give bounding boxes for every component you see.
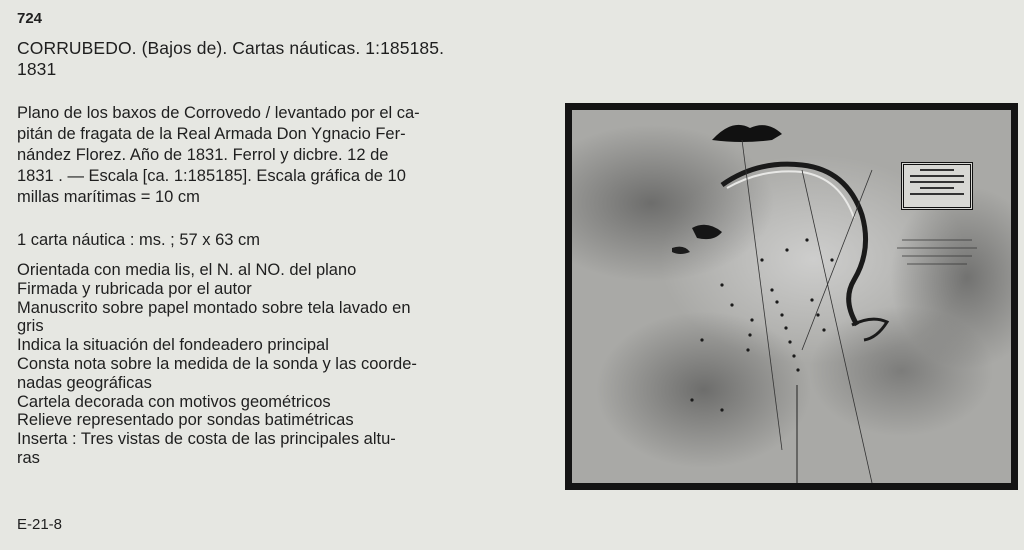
physical-description: 1 carta náutica : ms. ; 57 x 63 cm xyxy=(17,231,261,249)
islet-shape xyxy=(692,225,722,239)
description-line: 1831 . — Escala [ca. 1:185185]. Escala gráfica de 10 xyxy=(17,167,406,185)
coastline-arc xyxy=(722,164,866,325)
description-line: pitán de fragata de la Real Armada Don Ygnacio Fer- xyxy=(17,125,406,143)
islet-shape xyxy=(672,247,690,254)
note-line: nadas geográficas xyxy=(17,373,152,392)
note-line: gris xyxy=(17,317,44,336)
nautical-chart-image xyxy=(565,103,1018,490)
note-line: Cartela decorada con motivos geométricos xyxy=(17,392,331,411)
coastline-right xyxy=(852,319,887,340)
note-line: Manuscrito sobre papel montado sobre tela lavado en xyxy=(17,298,411,317)
entry-description xyxy=(17,103,507,208)
entry-heading xyxy=(17,38,537,80)
note-line: Consta nota sobre la medida de la sonda y las coorde- xyxy=(17,354,417,373)
description-line: millas marítimas = 10 cm xyxy=(17,188,200,206)
heading-year: 1831 xyxy=(17,59,57,79)
description-line: Plano de los baxos de Corrovedo / levantado por el ca- xyxy=(17,104,420,122)
shelf-signature: E-21-8 xyxy=(17,516,63,533)
map-cartouche xyxy=(901,162,973,210)
headland-shape xyxy=(712,125,782,142)
note-line: Inserta : Tres vistas de costa de las principales altu- xyxy=(17,430,396,449)
entry-notes xyxy=(17,261,507,468)
chart-paper xyxy=(572,110,1011,483)
description-line: nández Florez. Año de 1831. Ferrol y dicbre. 12 de xyxy=(17,146,389,164)
scale-notes xyxy=(897,240,977,264)
note-line: Firmada y rubricada por el autor xyxy=(17,279,252,298)
heading-title: CORRUBEDO. (Bajos de). Cartas náuticas. 1:185185. xyxy=(17,38,445,58)
rhumb-line xyxy=(742,140,782,450)
note-line: Indica la situación del fondeadero principal xyxy=(17,336,329,355)
note-line: Orientada con media lis, el N. al NO. del plano xyxy=(17,261,357,279)
note-line: Relieve representado por sondas batimétricas xyxy=(17,411,354,430)
note-line: ras xyxy=(17,448,40,467)
entry-number: 724 xyxy=(17,10,43,27)
